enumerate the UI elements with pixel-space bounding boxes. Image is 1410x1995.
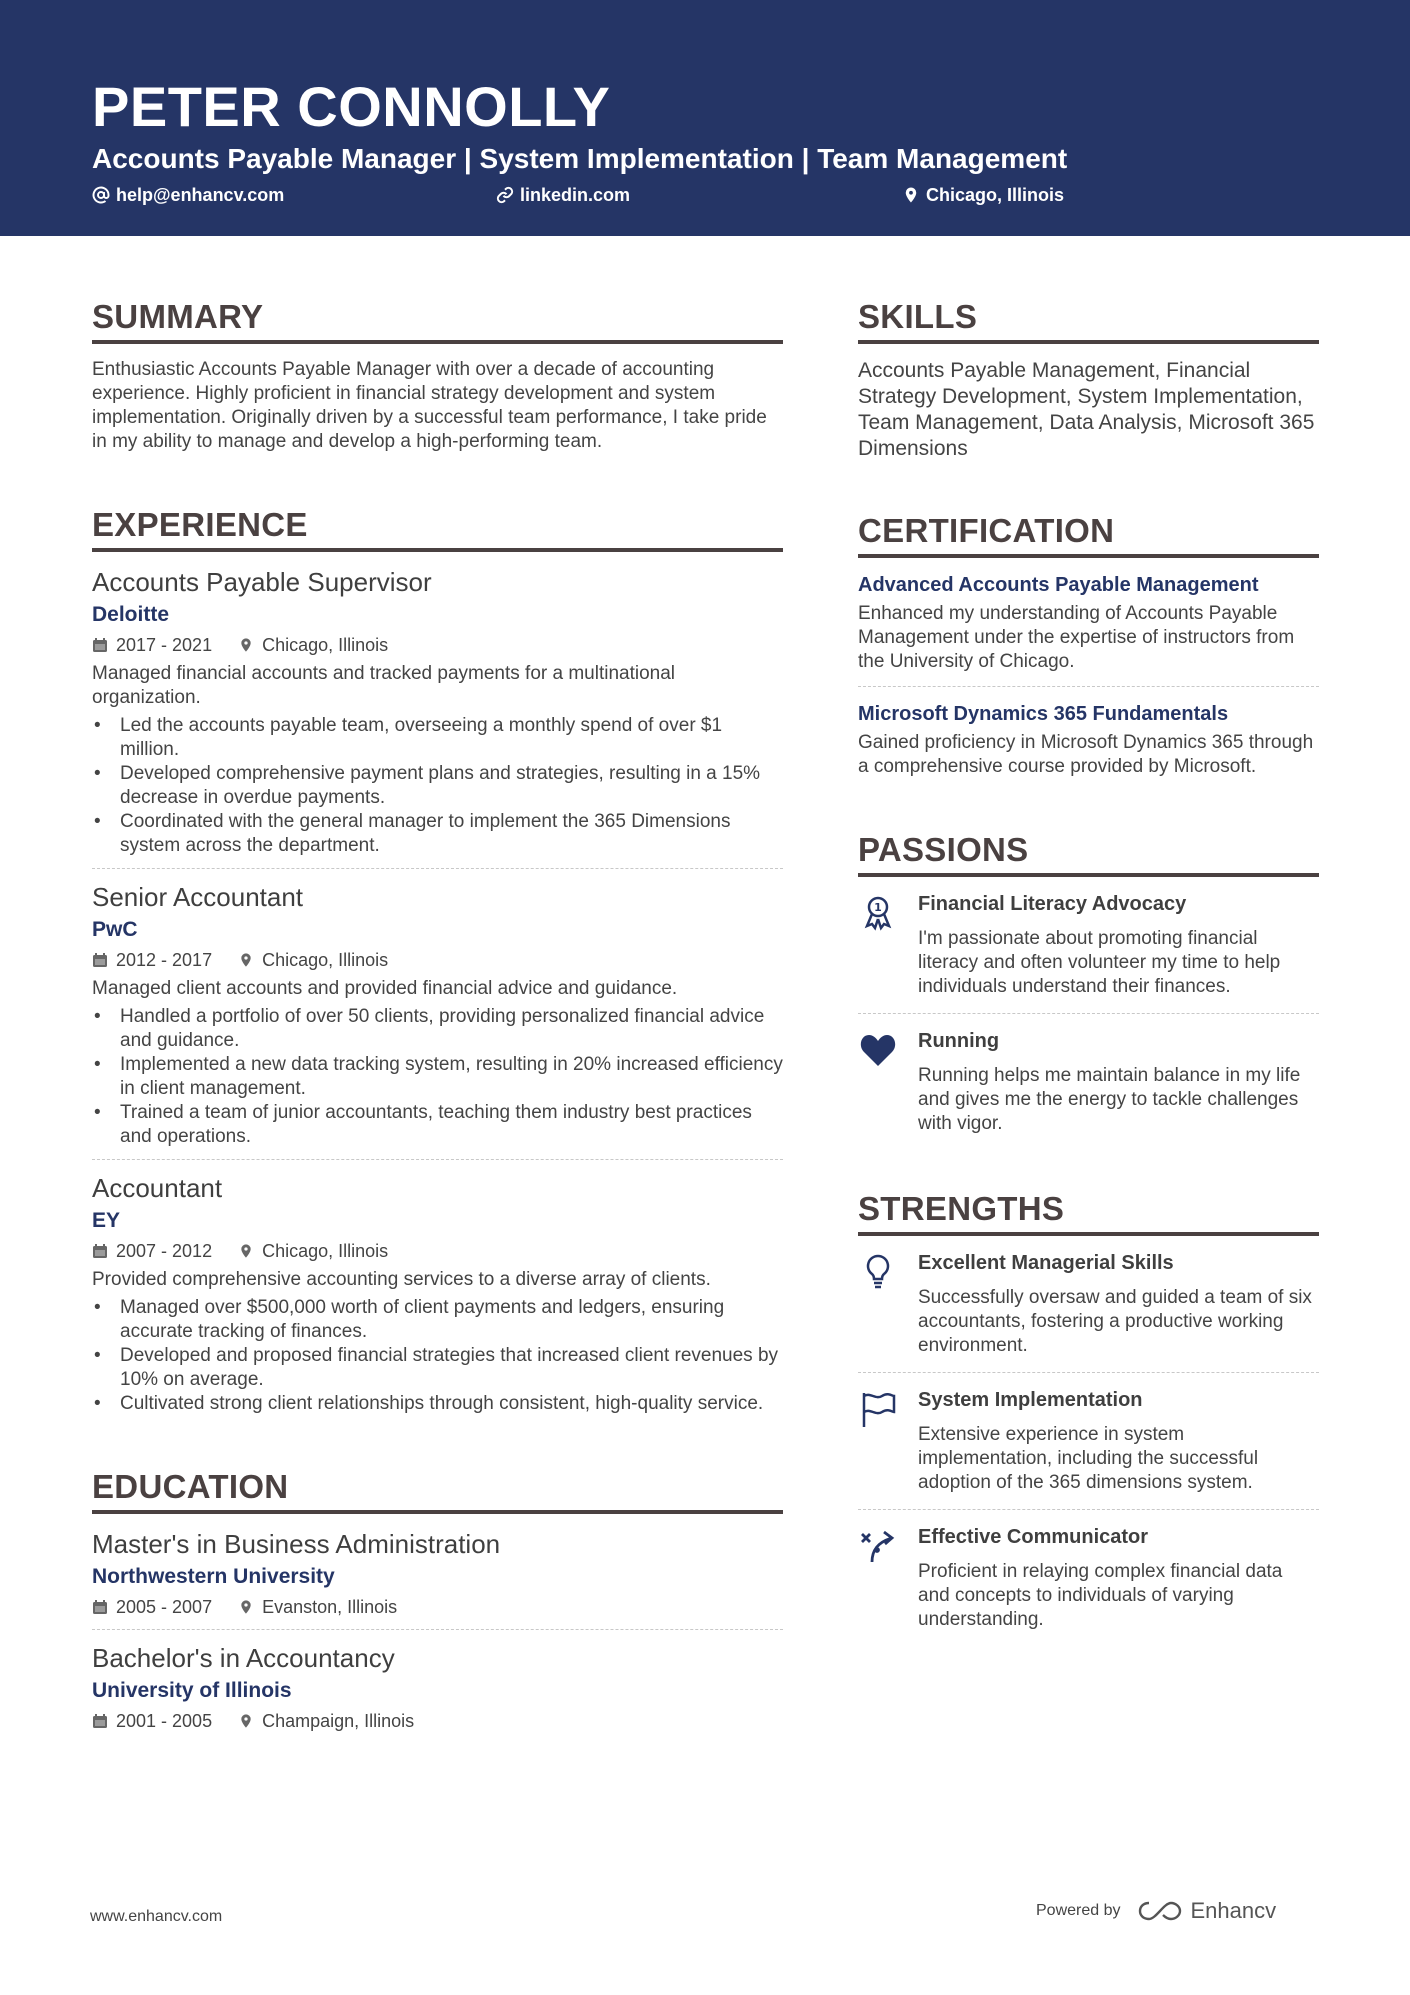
passion-name: Running: [918, 1030, 1000, 1052]
location-pin-icon: [902, 186, 920, 204]
job-role: Senior Accountant: [92, 882, 304, 912]
job-bullet: • Managed over $500,000 worth of client payments and ledgers, ensuring accurate tracking of finances.: [92, 1296, 783, 1344]
passion-item: [858, 1013, 1319, 1150]
brand-name: Enhancv: [1190, 1898, 1277, 1923]
strength-item: [858, 1250, 1319, 1372]
job-company: EY: [92, 1209, 121, 1232]
right-column: [858, 298, 1319, 1646]
location-text: Chicago, Illinois: [926, 185, 1065, 205]
at-icon: [92, 186, 110, 204]
award-ribbon-icon: [858, 893, 898, 933]
infinity-logo-icon: [1137, 1899, 1183, 1923]
enhancv-logo[interactable]: [1137, 1898, 1277, 1924]
job-dates: 2017 - 2021: [116, 635, 213, 655]
job-description: Managed financial accounts and tracked payments for a multinational organization.: [92, 663, 676, 708]
education-item: [92, 1528, 783, 1629]
location-pin-icon: [238, 952, 254, 968]
location-pin-icon: [238, 1243, 254, 1259]
education-location: Evanston, Illinois: [262, 1597, 398, 1617]
summary-text: Enthusiastic Accounts Payable Manager with over a decade of accounting experience. Highly proficient in financial strategy development and system implementation. Originally driven by a successful team performance, I take pride in my ability to manage and develop a high-performing team.: [92, 359, 767, 452]
job-bullet: • Handled a portfolio of over 50 clients, providing personalized financial advice and guidance.: [92, 1005, 783, 1053]
strengths-section: [858, 1190, 1319, 1646]
job-location: Chicago, Illinois: [262, 1241, 389, 1261]
location-pin-icon: [238, 1713, 254, 1729]
education-location: Champaign, Illinois: [262, 1711, 415, 1731]
location-pin-icon: [238, 1599, 254, 1615]
education-dates: 2001 - 2005: [116, 1711, 213, 1731]
strength-name: Effective Communicator: [918, 1526, 1149, 1548]
certification-section: [858, 512, 1319, 791]
svg-text:1: 1: [874, 901, 882, 914]
education-meta: [92, 1595, 783, 1619]
job-bullet: • Developed comprehensive payment plans and strategies, resulting in a 15% decrease in overdue payments.: [92, 762, 783, 810]
job-dates: 2007 - 2012: [116, 1241, 213, 1261]
strategy-icon: [858, 1526, 898, 1566]
certification-item: [858, 572, 1319, 686]
contact-linkedin[interactable]: [496, 183, 630, 207]
contact-location: [902, 183, 1064, 207]
degree: Bachelor's in Accountancy: [92, 1643, 395, 1673]
strength-description: Extensive experience in system implementation, including the successful adoption of the 365 dimensions system.: [918, 1424, 1259, 1493]
calendar-icon: [92, 1243, 108, 1259]
linkedin-text: linkedin.com: [520, 185, 631, 205]
lightbulb-icon: [858, 1252, 898, 1292]
summary-section: [92, 298, 783, 454]
certification-description: Gained proficiency in Microsoft Dynamics 365 through a comprehensive course provided by Microsoft.: [858, 732, 1314, 777]
job-company: PwC: [92, 918, 138, 941]
left-column: [92, 298, 783, 1743]
degree: Master's in Business Administration: [92, 1529, 501, 1559]
job-bullet: • Trained a team of junior accountants, teaching them industry best practices and operations.: [92, 1101, 783, 1149]
summary-title: SUMMARY: [92, 298, 783, 344]
footer-powered-by: [1036, 1898, 1276, 1924]
certification-description: Enhanced my understanding of Accounts Payable Management under the expertise of instructors from the University of Chicago.: [858, 603, 1295, 672]
job-meta: [92, 948, 783, 972]
education-section: [92, 1468, 783, 1743]
experience-title: EXPERIENCE: [92, 506, 783, 552]
school: Northwestern University: [92, 1565, 335, 1588]
job-bullet: • Implemented a new data tracking system, resulting in 20% increased efficiency in client management.: [92, 1053, 783, 1101]
location-pin-icon: [238, 637, 254, 653]
job-meta: [92, 1239, 783, 1263]
certification-item: [858, 686, 1319, 791]
job-role: Accountant: [92, 1173, 223, 1203]
job-location: Chicago, Illinois: [262, 635, 389, 655]
job-description: Provided comprehensive accounting services to a diverse array of clients.: [92, 1269, 711, 1290]
certification-title: CERTIFICATION: [858, 512, 1319, 558]
calendar-icon: [92, 1599, 108, 1615]
education-title: EDUCATION: [92, 1468, 783, 1514]
calendar-icon: [92, 952, 108, 968]
job-bullet: • Coordinated with the general manager to implement the 365 Dimensions system across the department.: [92, 810, 783, 858]
calendar-icon: [92, 637, 108, 653]
passion-description: I'm passionate about promoting financial literacy and often volunteer my time to help individuals understand their finances.: [918, 928, 1281, 997]
footer-website[interactable]: www.enhancv.com: [90, 1908, 223, 1925]
link-icon: [496, 186, 514, 204]
powered-by-label: Powered by: [1036, 1902, 1121, 1919]
skills-section: [858, 298, 1319, 462]
strengths-title: STRENGTHS: [858, 1190, 1319, 1236]
passions-section: [858, 831, 1319, 1150]
candidate-name: PETER CONNOLLY: [92, 75, 611, 138]
job-bullet: • Developed and proposed financial strategies that increased client revenues by 10% on average.: [92, 1344, 783, 1392]
strength-item: [858, 1509, 1319, 1646]
job-role: Accounts Payable Supervisor: [92, 567, 432, 597]
job-company: Deloitte: [92, 603, 170, 626]
skills-text: Accounts Payable Management, Financial Strategy Development, System Implementation, Team Management, Data Analysis, Microsoft 365 Dimensions: [858, 359, 1315, 460]
job-bullet: • Led the accounts payable team, overseeing a monthly spend of over $1 million.: [92, 714, 783, 762]
email-text: help@enhancv.com: [116, 185, 285, 205]
education-meta: [92, 1709, 783, 1733]
passion-description: Running helps me maintain balance in my life and gives me the energy to tackle challenges with vigor.: [918, 1065, 1301, 1134]
strength-description: Proficient in relaying complex financial data and concepts to individuals of varying understanding.: [918, 1561, 1283, 1630]
certification-name: Advanced Accounts Payable Management: [858, 574, 1259, 596]
job-meta: [92, 633, 783, 657]
resume-header: [0, 0, 1410, 236]
contact-email[interactable]: [92, 183, 284, 207]
job-location: Chicago, Illinois: [262, 950, 389, 970]
passion-name: Financial Literacy Advocacy: [918, 893, 1187, 915]
job-bullets: [92, 1005, 783, 1149]
certification-name: Microsoft Dynamics 365 Fundamentals: [858, 703, 1229, 725]
job-bullets: [92, 1296, 783, 1416]
passions-title: PASSIONS: [858, 831, 1319, 877]
calendar-icon: [92, 1713, 108, 1729]
school: University of Illinois: [92, 1679, 292, 1702]
headline: Accounts Payable Manager | System Implementation | Team Management: [92, 143, 1068, 174]
heart-icon: [858, 1030, 898, 1070]
flag-icon: [858, 1389, 898, 1429]
strength-item: [858, 1372, 1319, 1509]
education-dates: 2005 - 2007: [116, 1597, 213, 1617]
skills-title: SKILLS: [858, 298, 1319, 344]
experience-item: [92, 1159, 783, 1426]
strength-name: System Implementation: [918, 1389, 1143, 1411]
education-item: [92, 1629, 783, 1743]
experience-item: [92, 566, 783, 868]
job-dates: 2012 - 2017: [116, 950, 213, 970]
experience-section: [92, 506, 783, 1426]
strength-description: Successfully oversaw and guided a team of six accountants, fostering a productive working environment.: [918, 1287, 1312, 1356]
experience-item: [92, 868, 783, 1159]
strength-name: Excellent Managerial Skills: [918, 1252, 1174, 1274]
job-bullet: • Cultivated strong client relationships through consistent, high-quality service.: [92, 1392, 783, 1416]
passion-item: [858, 891, 1319, 1013]
job-description: Managed client accounts and provided financial advice and guidance.: [92, 978, 678, 999]
job-bullets: [92, 714, 783, 858]
